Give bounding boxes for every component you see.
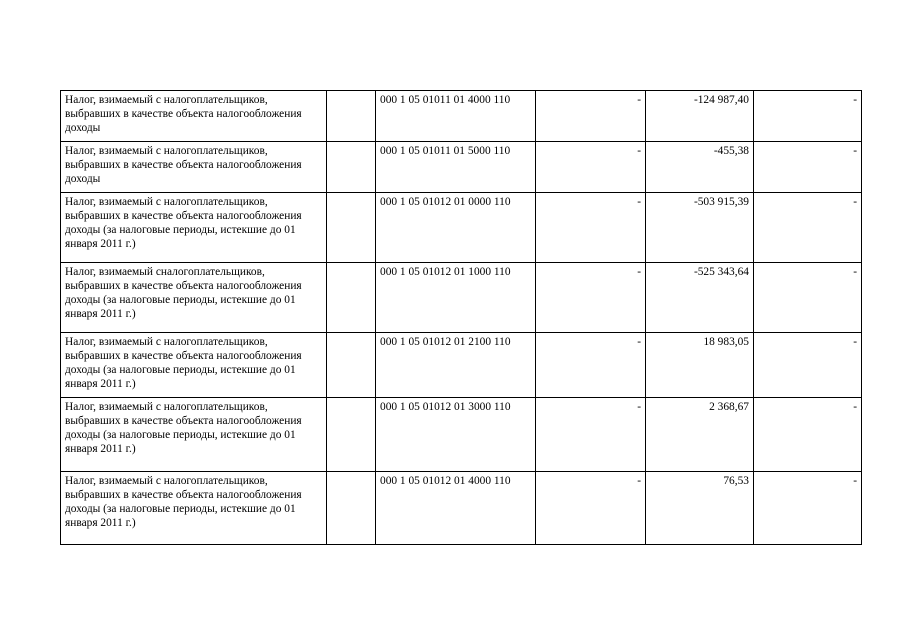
- value-cell: -: [536, 472, 646, 545]
- table-row: [61, 91, 862, 142]
- empty-cell: [327, 333, 376, 398]
- value-cell: 76,53: [646, 472, 754, 545]
- empty-cell: [327, 193, 376, 263]
- value-cell: -: [536, 193, 646, 263]
- income-name-cell: Налог, взимаемый с налогоплательщиков, выбравших в качестве объекта налогообложения доходы: [61, 91, 327, 142]
- income-name-cell: Налог, взимаемый с налогоплательщиков, выбравших в качестве объекта налогообложения доходы: [61, 142, 327, 193]
- budget-code-cell: 000 1 05 01011 01 5000 110: [376, 142, 536, 193]
- empty-cell: [327, 263, 376, 333]
- empty-cell: [327, 398, 376, 472]
- table-row: [61, 142, 862, 193]
- value-cell: 2 368,67: [646, 398, 754, 472]
- budget-code-cell: 000 1 05 01011 01 4000 110: [376, 91, 536, 142]
- table-row: [61, 333, 862, 398]
- table-row: [61, 263, 862, 333]
- income-name-cell: Налог, взимаемый сналогоплательщиков, выбравших в качестве объекта налогообложения доходы (за налоговые периоды, истекшие до 01 января 2011 г.): [61, 263, 327, 333]
- empty-cell: [327, 472, 376, 545]
- value-cell: -124 987,40: [646, 91, 754, 142]
- income-name-cell: Налог, взимаемый с налогоплательщиков, выбравших в качестве объекта налогообложения доходы (за налоговые периоды, истекшие до 01 января 2011 г.): [61, 193, 327, 263]
- income-name-cell: Налог, взимаемый с налогоплательщиков, выбравших в качестве объекта налогообложения доходы (за налоговые периоды, истекшие до 01 января 2011 г.): [61, 472, 327, 545]
- budget-code-cell: 000 1 05 01012 01 3000 110: [376, 398, 536, 472]
- value-cell: -: [754, 333, 862, 398]
- budget-table: [60, 90, 862, 545]
- value-cell: -: [754, 263, 862, 333]
- value-cell: -: [536, 263, 646, 333]
- value-cell: -: [536, 398, 646, 472]
- budget-code-cell: 000 1 05 01012 01 2100 110: [376, 333, 536, 398]
- value-cell: -: [754, 142, 862, 193]
- value-cell: -: [754, 472, 862, 545]
- value-cell: -503 915,39: [646, 193, 754, 263]
- budget-table-body: [61, 91, 862, 545]
- income-name-cell: Налог, взимаемый с налогоплательщиков, выбравших в качестве объекта налогообложения доходы (за налоговые периоды, истекшие до 01 января 2011 г.): [61, 398, 327, 472]
- budget-code-cell: 000 1 05 01012 01 1000 110: [376, 263, 536, 333]
- value-cell: -455,38: [646, 142, 754, 193]
- value-cell: -: [754, 193, 862, 263]
- budget-code-cell: 000 1 05 01012 01 0000 110: [376, 193, 536, 263]
- value-cell: -: [536, 91, 646, 142]
- value-cell: -: [536, 142, 646, 193]
- table-row: [61, 398, 862, 472]
- value-cell: -: [754, 91, 862, 142]
- empty-cell: [327, 91, 376, 142]
- value-cell: -525 343,64: [646, 263, 754, 333]
- value-cell: -: [754, 398, 862, 472]
- table-row: [61, 193, 862, 263]
- income-name-cell: Налог, взимаемый с налогоплательщиков, выбравших в качестве объекта налогообложения доходы (за налоговые периоды, истекшие до 01 января 2011 г.): [61, 333, 327, 398]
- table-row: [61, 472, 862, 545]
- budget-code-cell: 000 1 05 01012 01 4000 110: [376, 472, 536, 545]
- value-cell: 18 983,05: [646, 333, 754, 398]
- value-cell: -: [536, 333, 646, 398]
- empty-cell: [327, 142, 376, 193]
